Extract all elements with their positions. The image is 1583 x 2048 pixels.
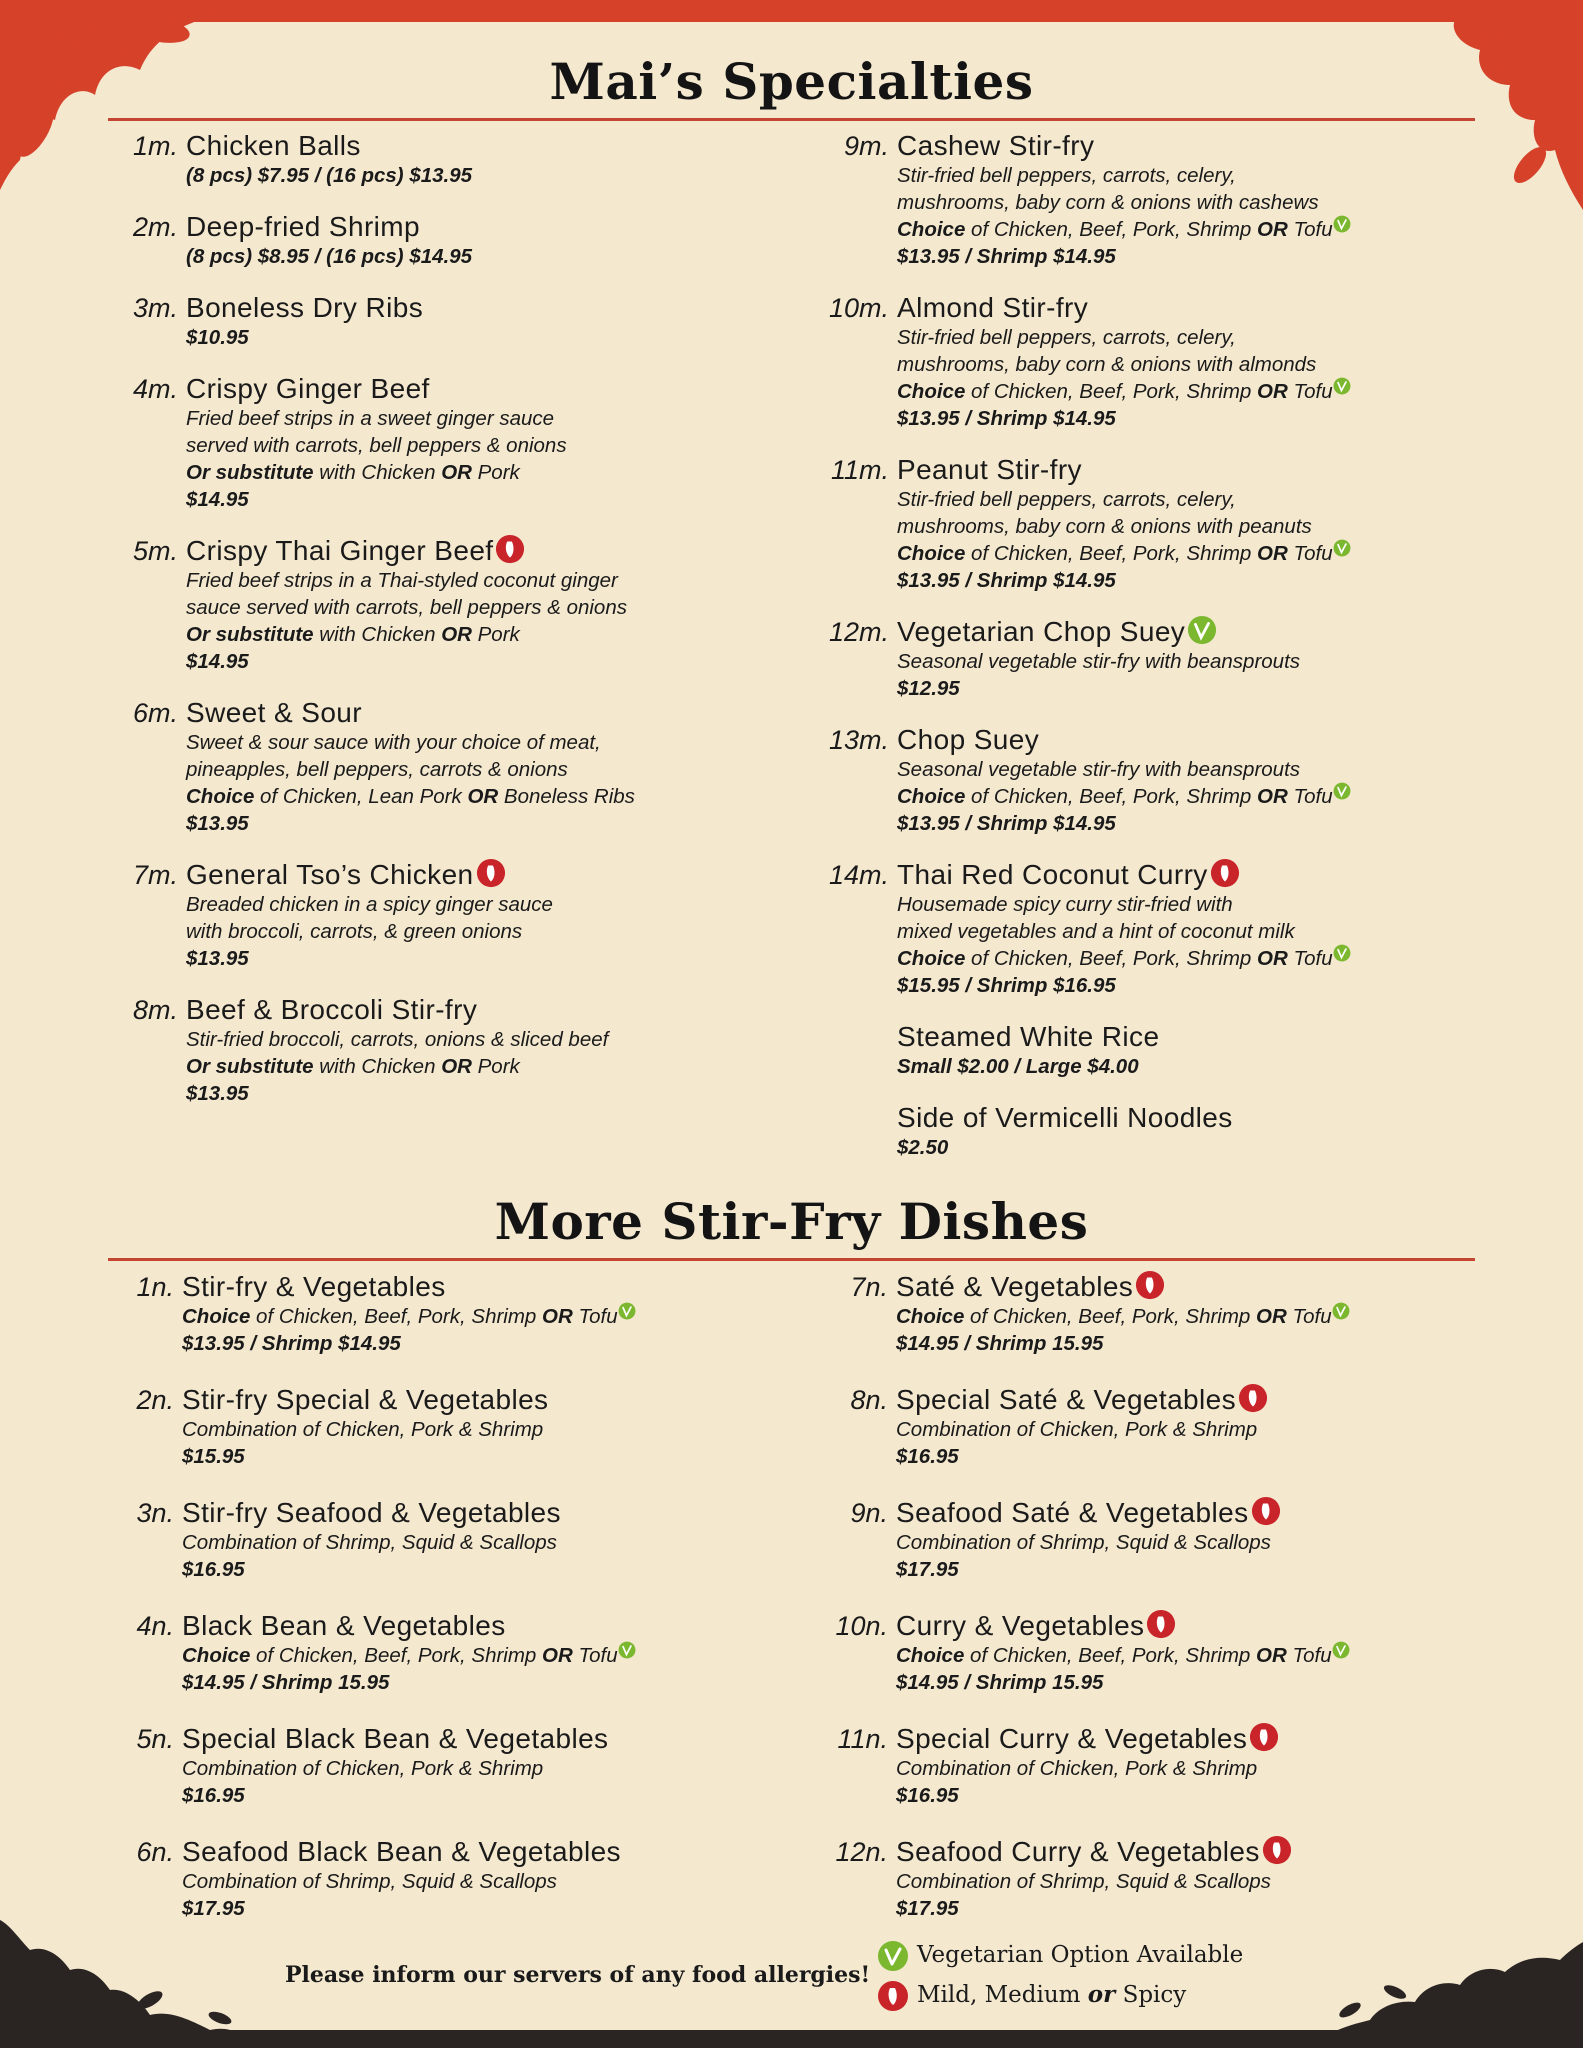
chili-pepper-icon [1238, 1383, 1268, 1413]
description-bold: Or substitute [186, 1055, 314, 1078]
item-price: $13.95 [186, 947, 249, 970]
item-number: 1n. [136, 1272, 174, 1302]
description-text: Combination of Shrimp, Squid & Scallops [896, 1870, 1271, 1893]
item-description-line [896, 1642, 1471, 1669]
item-number: 3n. [136, 1498, 174, 1528]
vegetarian-leaf-icon [1333, 944, 1351, 962]
item-description-line [182, 1416, 757, 1443]
description-bold: OR [1257, 218, 1288, 241]
description-text: Housemade spicy curry stir-fried with [897, 893, 1233, 916]
item-price: $13.95 / Shrimp $14.95 [897, 407, 1116, 430]
item-name [897, 292, 1472, 324]
menu-item [117, 1384, 757, 1470]
menu-item [117, 1610, 757, 1696]
item-description-line [897, 540, 1472, 567]
item-number: 11m. [830, 455, 889, 485]
menu-item [831, 1610, 1471, 1696]
item-name-text: Stir-fry & Vegetables [182, 1271, 446, 1302]
vegetarian-leaf-icon [618, 1302, 636, 1320]
item-description-line [897, 513, 1472, 540]
menu-item [117, 1836, 757, 1922]
item-name-text: Sweet & Sour [186, 697, 362, 728]
item-name [186, 859, 761, 891]
item-description-line [186, 621, 761, 648]
item-description-line [186, 1053, 761, 1080]
description-bold: Choice [897, 785, 966, 808]
description-bold: OR [441, 623, 472, 646]
legend-spicy-label-a: Mild, Medium [917, 1982, 1088, 2008]
item-description-line [897, 918, 1472, 945]
specialties-title: Mai’s Specialties [549, 52, 1034, 111]
menu-item [121, 373, 761, 513]
item-name-text: Black Bean & Vegetables [182, 1610, 506, 1641]
item-name-text: Saté & Vegetables [896, 1271, 1134, 1302]
item-name [186, 697, 761, 729]
description-text: Combination of Shrimp, Squid & Scallops [896, 1531, 1271, 1554]
menu-item [832, 130, 1472, 270]
description-bold: Choice [897, 542, 966, 565]
item-name-text: Chop Suey [897, 724, 1040, 755]
item-name [896, 1497, 1471, 1529]
item-number: 4n. [136, 1611, 174, 1641]
description-text: of Chicken, Beef, Pork, Shrimp [964, 1305, 1257, 1328]
description-text: pineapples, bell peppers, carrots & onions [186, 758, 568, 781]
legend-spicy-or: or [1087, 1981, 1116, 2008]
item-name-text: General Tso’s Chicken [186, 859, 474, 890]
legend-vegetarian [877, 1940, 1243, 1972]
specialties-divider [108, 118, 1475, 121]
item-description-line [896, 1755, 1471, 1782]
item-name-text: Peanut Stir-fry [897, 454, 1082, 485]
item-name-text: Chicken Balls [186, 130, 361, 161]
description-bold: OR [441, 461, 472, 484]
item-description-line [897, 648, 1472, 675]
item-description-line [897, 324, 1472, 351]
item-name-text: Thai Red Coconut Curry [897, 859, 1208, 890]
description-text: Pork [471, 461, 520, 484]
item-name [897, 130, 1472, 162]
item-description-line [182, 1529, 757, 1556]
item-description-line [182, 1868, 757, 1895]
description-bold: OR [467, 785, 499, 808]
item-description-line [897, 216, 1472, 243]
description-bold: Choice [896, 1305, 965, 1328]
item-name-text: Crispy Ginger Beef [186, 373, 430, 404]
legend-vegetarian-label: Vegetarian Option Available [917, 1942, 1244, 1968]
description-text: Seasonal vegetable stir-fry with beansprouts [897, 758, 1301, 781]
menu-item [121, 859, 761, 972]
description-bold: Choice [186, 785, 255, 808]
item-number: 7n. [850, 1272, 888, 1302]
description-text: Stir-fried bell peppers, carrots, celery, [897, 164, 1236, 187]
description-text: Pork [471, 623, 520, 646]
vegetarian-leaf-icon [1333, 377, 1351, 395]
description-bold: OR [1257, 542, 1288, 565]
chili-pepper-icon [476, 858, 506, 888]
description-text: mushrooms, baby corn & onions with almonds [897, 353, 1317, 376]
item-name-text: Curry & Vegetables [896, 1610, 1145, 1641]
item-name [897, 859, 1472, 891]
item-name [182, 1836, 757, 1868]
description-text: Stir-fried bell peppers, carrots, celery, [897, 488, 1236, 511]
item-price: $17.95 [896, 1897, 959, 1920]
menu-item [121, 211, 761, 270]
description-bold: OR [1257, 947, 1288, 970]
item-description-line [186, 783, 761, 810]
description-text: of Chicken, Beef, Pork, Shrimp [965, 380, 1258, 403]
description-text: mushrooms, baby corn & onions with cashews [897, 191, 1319, 214]
item-description-line [897, 783, 1472, 810]
chili-pepper-icon [1146, 1609, 1176, 1639]
menu-item [121, 697, 761, 837]
description-bold: OR [542, 1644, 573, 1667]
item-description-line [186, 594, 761, 621]
item-number: 5m. [132, 536, 178, 566]
item-number: 12n. [835, 1837, 888, 1867]
item-name [897, 1021, 1472, 1053]
item-description-line [897, 162, 1472, 189]
item-description-line [896, 1416, 1471, 1443]
item-number: 2n. [136, 1385, 174, 1415]
menu-item [831, 1723, 1471, 1809]
description-text: Stir-fried broccoli, carrots, onions & sliced beef [186, 1028, 609, 1051]
item-description-line [897, 945, 1472, 972]
item-name [896, 1271, 1471, 1303]
item-number: 3m. [132, 293, 178, 323]
item-price: $13.95 [186, 812, 249, 835]
item-price: $13.95 / Shrimp $14.95 [897, 812, 1116, 835]
description-text: Tofu [1286, 1305, 1332, 1328]
menu-item [831, 1836, 1471, 1922]
description-text: of Chicken, Beef, Pork, Shrimp [250, 1305, 543, 1328]
menu-item [832, 1102, 1472, 1161]
legend-spicy-label-b: Spicy [1115, 1982, 1187, 2008]
description-bold: Choice [182, 1644, 251, 1667]
item-name-text: Beef & Broccoli Stir-fry [186, 994, 478, 1025]
item-price: $16.95 [896, 1784, 959, 1807]
item-number: 6n. [136, 1837, 174, 1867]
chili-pepper-icon [1262, 1835, 1292, 1865]
item-name-text: Almond Stir-fry [897, 292, 1089, 323]
description-text: of Chicken, Beef, Pork, Shrimp [965, 785, 1258, 808]
item-number: 8n. [850, 1385, 888, 1415]
description-text: Tofu [572, 1644, 618, 1667]
legend-spicy [877, 1980, 1186, 2012]
item-description-line [186, 567, 761, 594]
item-price: $16.95 [896, 1445, 959, 1468]
stirfry-left-column [117, 1271, 757, 1949]
item-description-line [896, 1529, 1471, 1556]
item-price: $10.95 [186, 326, 249, 349]
item-price: $14.95 [186, 488, 249, 511]
description-text: Tofu [1287, 218, 1333, 241]
description-text: Fried beef strips in a sweet ginger sauce [186, 407, 555, 430]
description-text: mushrooms, baby corn & onions with peanuts [897, 515, 1312, 538]
item-name [896, 1723, 1471, 1755]
chili-pepper-icon [1210, 858, 1240, 888]
description-bold: Choice [897, 218, 966, 241]
menu-item [117, 1723, 757, 1809]
item-number: 10m. [828, 293, 889, 323]
item-name [897, 1102, 1472, 1134]
menu-item [121, 535, 761, 675]
menu-item [117, 1271, 757, 1357]
item-price: $14.95 / Shrimp 15.95 [896, 1671, 1104, 1694]
description-text: mixed vegetables and a hint of coconut milk [897, 920, 1295, 943]
menu-item [831, 1271, 1471, 1357]
vegetarian-leaf-icon [877, 1940, 909, 1972]
description-text: Tofu [1286, 1644, 1332, 1667]
item-price: (8 pcs) $7.95 / (16 pcs) $13.95 [186, 164, 473, 187]
description-text: served with carrots, bell peppers & onions [186, 434, 567, 457]
item-number: 12m. [828, 617, 889, 647]
item-name [186, 292, 761, 324]
description-bold: Choice [897, 947, 966, 970]
item-description-line [186, 405, 761, 432]
item-name [896, 1836, 1471, 1868]
vegetarian-leaf-icon [1333, 215, 1351, 233]
description-text: Boneless Ribs [498, 785, 635, 808]
description-text: with broccoli, carrots, & green onions [186, 920, 523, 943]
item-number: 9m. [843, 131, 889, 161]
description-text: Tofu [1287, 380, 1333, 403]
menu-item [832, 454, 1472, 594]
description-bold: Choice [897, 380, 966, 403]
vegetarian-leaf-icon [1333, 539, 1351, 557]
description-bold: Choice [896, 1644, 965, 1667]
item-price: $17.95 [896, 1558, 959, 1581]
description-text: Combination of Shrimp, Squid & Scallops [182, 1531, 557, 1554]
item-name [186, 535, 761, 567]
item-price: $13.95 / Shrimp $14.95 [897, 245, 1116, 268]
description-text: of Chicken, Beef, Pork, Shrimp [965, 542, 1258, 565]
vegetarian-leaf-icon [1332, 1641, 1350, 1659]
menu-item [828, 292, 1472, 432]
description-text: of Chicken, Beef, Pork, Shrimp [964, 1644, 1257, 1667]
menu-item [828, 724, 1472, 837]
description-text: sauce served with carrots, bell peppers & onions [186, 596, 627, 619]
description-text: Tofu [572, 1305, 618, 1328]
description-text: of Chicken, Beef, Pork, Shrimp [250, 1644, 543, 1667]
item-name [896, 1384, 1471, 1416]
menu-item [831, 1497, 1471, 1583]
item-name [182, 1610, 757, 1642]
item-price: $13.95 / Shrimp $14.95 [897, 569, 1116, 592]
description-text: Seasonal vegetable stir-fry with beansprouts [897, 650, 1301, 673]
description-bold: OR [1257, 380, 1288, 403]
description-text: Combination of Shrimp, Squid & Scallops [182, 1870, 557, 1893]
description-bold: OR [542, 1305, 573, 1328]
item-name-text: Crispy Thai Ginger Beef [186, 535, 494, 566]
item-name [186, 130, 761, 162]
item-description-line [186, 729, 761, 756]
item-price: (8 pcs) $8.95 / (16 pcs) $14.95 [186, 245, 473, 268]
item-price: $16.95 [182, 1784, 245, 1807]
chili-pepper-icon [1135, 1270, 1165, 1300]
item-description-line [186, 918, 761, 945]
vegetarian-leaf-icon [1187, 615, 1217, 645]
bottom-accent-bar [0, 2030, 1583, 2048]
allergy-notice: Please inform our servers of any food allergies! [285, 1962, 871, 1988]
item-price: Small $2.00 / Large $4.00 [897, 1055, 1139, 1078]
item-number: 4m. [132, 374, 178, 404]
chili-pepper-icon [1251, 1496, 1281, 1526]
item-number: 7m. [132, 860, 178, 890]
menu-item [828, 859, 1472, 999]
item-price: $16.95 [182, 1558, 245, 1581]
item-name-text: Steamed White Rice [897, 1021, 1160, 1052]
menu-item [121, 994, 761, 1107]
description-text: with Chicken [313, 623, 442, 646]
menu-item [831, 1384, 1471, 1470]
item-description-line [897, 378, 1472, 405]
item-name-text: Boneless Dry Ribs [186, 292, 424, 323]
item-name-text: Special Black Bean & Vegetables [182, 1723, 609, 1754]
item-name [182, 1384, 757, 1416]
item-name-text: Side of Vermicelli Noodles [897, 1102, 1233, 1133]
item-description-line [897, 891, 1472, 918]
item-description-line [897, 189, 1472, 216]
item-name [896, 1610, 1471, 1642]
item-description-line [896, 1303, 1471, 1330]
item-name-text: Seafood Black Bean & Vegetables [182, 1836, 621, 1867]
description-bold: Or substitute [186, 461, 314, 484]
description-bold: OR [1256, 1644, 1287, 1667]
item-name-text: Stir-fry Special & Vegetables [182, 1384, 549, 1415]
item-name-text: Cashew Stir-fry [897, 130, 1095, 161]
chili-pepper-icon [1249, 1722, 1279, 1752]
menu-item [121, 130, 761, 189]
top-accent-bar [0, 0, 1583, 22]
stirfry-right-column [831, 1271, 1471, 1949]
chili-pepper-icon [495, 534, 525, 564]
item-name [897, 616, 1472, 648]
item-price: $13.95 [186, 1082, 249, 1105]
item-description-line [897, 756, 1472, 783]
item-description-line [182, 1642, 757, 1669]
vegetarian-leaf-icon [1332, 1302, 1350, 1320]
specialties-left-column [121, 130, 761, 1129]
description-text: Tofu [1287, 542, 1333, 565]
item-name [897, 724, 1472, 756]
description-text: Breaded chicken in a spicy ginger sauce [186, 893, 553, 916]
item-price: $13.95 / Shrimp $14.95 [182, 1332, 401, 1355]
vegetarian-leaf-icon [618, 1641, 636, 1659]
description-text: Combination of Chicken, Pork & Shrimp [182, 1418, 544, 1441]
item-description-line [186, 432, 761, 459]
item-price: $14.95 / Shrimp 15.95 [896, 1332, 1104, 1355]
item-number: 9n. [850, 1498, 888, 1528]
description-text: Tofu [1287, 785, 1333, 808]
item-name [186, 211, 761, 243]
item-number: 6m. [132, 698, 178, 728]
item-number: 2m. [132, 212, 178, 242]
item-name [186, 994, 761, 1026]
description-text: with Chicken [313, 1055, 442, 1078]
item-name [182, 1271, 757, 1303]
item-name-text: Seafood Saté & Vegetables [896, 1497, 1249, 1528]
description-text: of Chicken, Lean Pork [254, 785, 468, 808]
description-text: Tofu [1287, 947, 1333, 970]
description-text: Combination of Chicken, Pork & Shrimp [896, 1757, 1258, 1780]
menu-item [117, 1497, 757, 1583]
description-text: of Chicken, Beef, Pork, Shrimp [965, 218, 1258, 241]
description-bold: OR [1256, 1305, 1287, 1328]
description-text: with Chicken [313, 461, 442, 484]
vegetarian-leaf-icon [1333, 782, 1351, 800]
item-description-line [897, 351, 1472, 378]
item-description-line [186, 459, 761, 486]
item-number: 10n. [835, 1611, 888, 1641]
item-number: 13m. [828, 725, 889, 755]
description-bold: OR [441, 1055, 472, 1078]
item-price: $12.95 [897, 677, 960, 700]
item-name-text: Stir-fry Seafood & Vegetables [182, 1497, 561, 1528]
specialties-right-column [828, 130, 1472, 1183]
item-name-text: Vegetarian Chop Suey [897, 616, 1186, 647]
item-price: $15.95 [182, 1445, 245, 1468]
description-text: of Chicken, Beef, Pork, Shrimp [965, 947, 1258, 970]
item-price: $14.95 [186, 650, 249, 673]
item-description-line [182, 1755, 757, 1782]
stirfry-divider [108, 1258, 1475, 1261]
menu-item [121, 292, 761, 351]
description-text: Combination of Chicken, Pork & Shrimp [182, 1757, 544, 1780]
item-number: 1m. [132, 131, 178, 161]
item-name [897, 454, 1472, 486]
item-name-text: Special Saté & Vegetables [896, 1384, 1237, 1415]
item-name [182, 1723, 757, 1755]
item-price: $2.50 [897, 1136, 949, 1159]
item-price: $17.95 [182, 1897, 245, 1920]
item-description-line [186, 756, 761, 783]
chili-pepper-icon [877, 1980, 909, 2012]
item-description-line [186, 891, 761, 918]
description-bold: Or substitute [186, 623, 314, 646]
description-text: Stir-fried bell peppers, carrots, celery, [897, 326, 1236, 349]
menu-item [832, 1021, 1472, 1080]
menu-item [828, 616, 1472, 702]
item-number: 14m. [828, 860, 889, 890]
item-description-line [896, 1868, 1471, 1895]
item-price: $14.95 / Shrimp 15.95 [182, 1671, 390, 1694]
description-text: Combination of Chicken, Pork & Shrimp [896, 1418, 1258, 1441]
item-description-line [182, 1303, 757, 1330]
description-bold: OR [1257, 785, 1288, 808]
description-text: Pork [471, 1055, 520, 1078]
item-name [186, 373, 761, 405]
item-price: $15.95 / Shrimp $16.95 [897, 974, 1116, 997]
item-name-text: Seafood Curry & Vegetables [896, 1836, 1260, 1867]
description-text: Fried beef strips in a Thai-styled coconut ginger [186, 569, 618, 592]
item-name [182, 1497, 757, 1529]
description-bold: Choice [182, 1305, 251, 1328]
item-number: 5n. [136, 1724, 174, 1754]
item-number: 11n. [837, 1724, 888, 1754]
item-name-text: Special Curry & Vegetables [896, 1723, 1248, 1754]
item-description-line [186, 1026, 761, 1053]
description-text: Sweet & sour sauce with your choice of meat, [186, 731, 601, 754]
stirfry-title: More Stir-Fry Dishes [494, 1192, 1089, 1251]
item-number: 8m. [132, 995, 178, 1025]
item-description-line [897, 486, 1472, 513]
item-name-text: Deep-fried Shrimp [186, 211, 420, 242]
